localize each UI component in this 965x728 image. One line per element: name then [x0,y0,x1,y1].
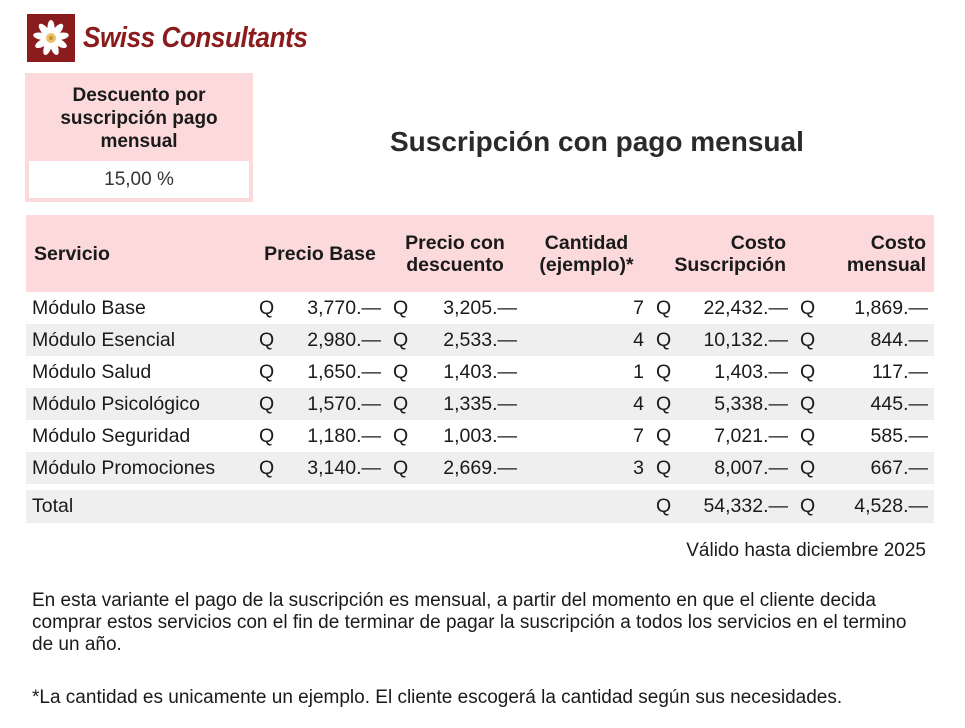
currency-symbol: Q [259,296,275,319]
base-price: 1,570.— [283,388,387,420]
discount-price: 3,205.— [443,296,517,319]
currency-symbol: Q [387,324,417,356]
header-service: Servicio [26,215,253,292]
currency-symbol: Q [393,296,409,319]
subscription-cost: 5,338.— [680,388,794,420]
discount-box [25,73,253,202]
currency-symbol: Q [656,296,672,319]
currency-symbol: Q [393,424,409,447]
monthly-cost: 585.— [870,424,928,447]
table-header-row [26,215,934,292]
discount-price: 2,533.— [417,324,523,356]
page-title: Suscripción con pago mensual [390,126,804,157]
currency-symbol: Q [794,388,824,420]
service-name: Módulo Psicológico [26,388,253,420]
monthly-cost: 117.— [871,360,928,383]
monthly-cost: 445.— [824,388,934,420]
currency-symbol: Q [387,452,417,484]
table-row [26,324,934,356]
currency-symbol: Q [800,296,816,319]
subscription-cost: 1,403.— [714,360,788,383]
pricing-table [26,215,934,523]
currency-symbol: Q [253,388,283,420]
description-paragraph: En esta variante el pago de la suscripción es mensual, a partir del momento en que el cliente decida comprar estos servicios con el fin de terminar de pagar la suscripción a todos los servicios en el termino de un año. [32,590,907,655]
currency-symbol: Q [800,424,816,447]
quantity: 4 [523,388,650,420]
subscription-cost: 7,021.— [714,424,788,447]
currency-symbol: Q [650,324,680,356]
footnote: *La cantidad es unicamente un ejemplo. El cliente escogerá la cantidad según sus necesidades. [32,687,843,708]
service-name: Módulo Esencial [26,324,253,356]
currency-symbol: Q [656,360,672,383]
currency-symbol: Q [650,388,680,420]
valid-until-text: Válido hasta diciembre 2025 [686,540,926,561]
table-row [26,356,934,388]
currency-symbol: Q [387,388,417,420]
quantity: 1 [633,360,644,383]
currency-symbol: Q [393,360,409,383]
edelweiss-icon [27,14,75,62]
discount-title: Descuento por suscripción pago mensual [60,84,218,152]
total-monthly-cost: 4,528.— [824,490,934,523]
service-name: Módulo Salud [32,360,152,383]
service-name: Módulo Promociones [26,452,253,484]
currency-symbol: Q [259,424,275,447]
base-price: 3,770.— [307,296,381,319]
discount-value: 15,00 % [29,161,249,198]
currency-symbol: Q [794,324,824,356]
currency-symbol: Q [794,452,824,484]
currency-symbol: Q [794,490,824,523]
header-base-price: Precio Base [253,215,387,292]
currency-symbol: Q [253,324,283,356]
table-row [26,420,934,452]
discount-price: 2,669.— [417,452,523,484]
table-row [26,388,934,420]
discount-price: 1,003.— [443,424,517,447]
currency-symbol: Q [650,490,680,523]
monthly-cost: 844.— [824,324,934,356]
total-subscription-cost: 54,332.— [680,490,794,523]
monthly-cost: 1,869.— [854,296,928,319]
base-price: 1,180.— [307,424,381,447]
service-name: Módulo Seguridad [32,424,191,447]
currency-symbol: Q [259,360,275,383]
base-price: 1,650.— [307,360,381,383]
base-price: 2,980.— [283,324,387,356]
base-price: 3,140.— [283,452,387,484]
company-logo [27,14,332,62]
total-row [26,490,934,523]
header-quantity: Cantidad (ejemplo)* [523,215,650,292]
currency-symbol: Q [253,452,283,484]
quantity: 7 [633,296,644,319]
currency-symbol: Q [800,360,816,383]
subscription-cost: 22,432.— [703,296,788,319]
subscription-cost: 10,132.— [680,324,794,356]
table-row [26,292,934,324]
quantity: 7 [633,424,644,447]
discount-price: 1,335.— [417,388,523,420]
total-label: Total [26,490,253,523]
service-name: Módulo Base [32,296,146,319]
table-row [26,452,934,484]
discount-price: 1,403.— [443,360,517,383]
header-subscription-cost: Costo Suscripción [650,215,794,292]
currency-symbol: Q [656,424,672,447]
header-discount-price: Precio con descuento [387,215,523,292]
brand-name: Swiss Consultants [83,21,308,54]
subscription-cost: 8,007.— [680,452,794,484]
quantity: 3 [523,452,650,484]
monthly-cost: 667.— [824,452,934,484]
quantity: 4 [523,324,650,356]
currency-symbol: Q [650,452,680,484]
header-monthly-cost: Costo mensual [794,215,934,292]
